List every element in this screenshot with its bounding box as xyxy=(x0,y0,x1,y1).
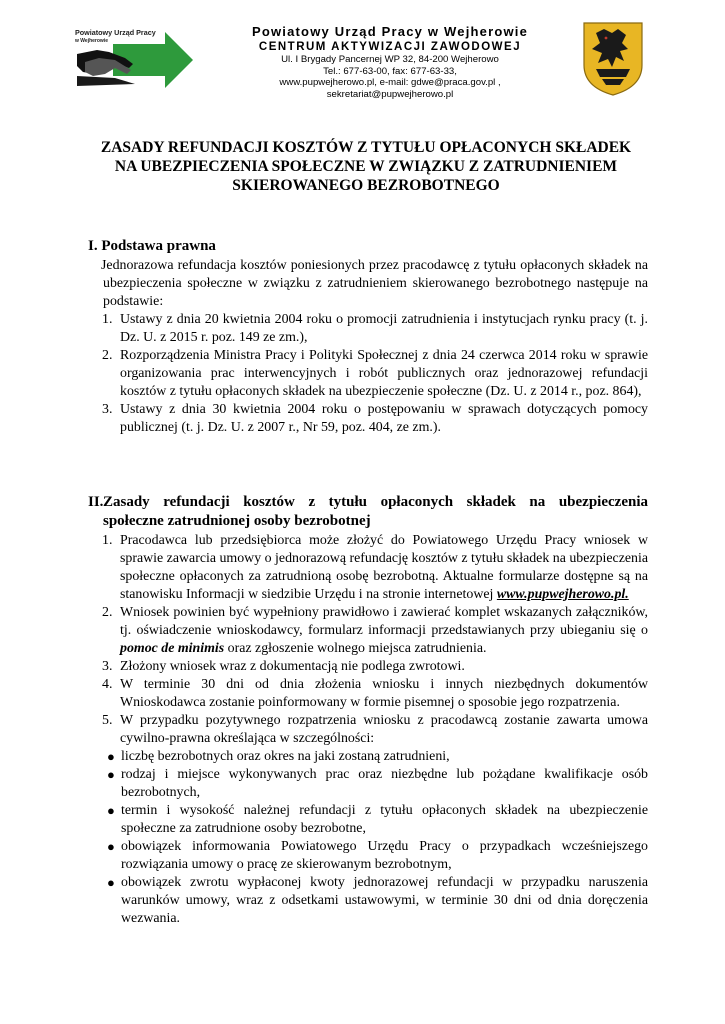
list-item-number: 1. xyxy=(102,533,113,548)
list-item-text: Rozporządzenia Ministra Pracy i Polityki Społecznej z dnia 24 czerwca 2014 roku w sprawie organizowania prac interwencyjnych i robót publicznych oraz jednorazowej refundacji kosztów z tytułu opłaconych składek na ubezpieczenie społeczne (Dz. U. z 2014 r., poz. 864), xyxy=(120,348,648,399)
bullet-icon: ● xyxy=(107,749,115,764)
bullet-item xyxy=(106,838,648,874)
title-line: ZASADY REFUNDACJI KOSZTÓW Z TYTUŁU OPŁACONYCH SKŁADEK xyxy=(100,139,632,156)
centre-name: CENTRUM AKTYWIZACJI ZAWODOWEJ xyxy=(258,41,522,53)
pup-logo xyxy=(75,26,197,88)
emphasis-text: pomoc de minimis xyxy=(120,641,225,656)
list-item xyxy=(102,401,648,437)
list-item-text: Ustawy z dnia 20 kwietnia 2004 roku o promocji zatrudnienia i instytucjach rynku pracy (t. j. Dz. U. z 2015 r. poz. 149 ze zm.), xyxy=(120,312,648,345)
office-phone: Tel.: 677-63-00, fax: 677-63-33, xyxy=(323,65,457,77)
list-item xyxy=(102,347,648,401)
bullet-text: termin i wysokość należnej refundacji z tytułu opłaconych składek na ubezpieczenie społeczne za zatrudnione osoby bezrobotne, xyxy=(121,803,648,836)
bullet-text: liczbę bezrobotnych oraz okres na jaki zostaną zatrudnieni, xyxy=(121,749,450,764)
list-item-text: Pracodawca lub przedsiębiorca może złożyć do Powiatowego Urzędu Pracy wniosek w sprawie zawarcia umowy o jednorazową refundację kosztów z tytułu składek na ubezpieczenia społeczne opłaconych za zatrudnioną osobę bezrobotną. Aktualne formularze dostępne są na stanowisku Informacji w siedzibie Urzędu i na stronie internetowej xyxy=(120,533,649,602)
bullet-text: obowiązek zwrotu wypłaconej kwoty jednorazowej refundacji w przypadku naruszenia warunków umowy, wraz z odsetkami ustawowymi, w terminie 30 dni od dnia doręczenia wezwania. xyxy=(121,875,648,926)
section-legal-basis xyxy=(88,237,648,437)
list-item-text: Wniosek powinien być wypełniony prawidłowo i zawierać komplet wskazanych załączników, tj. oświadczenie wnioskodawcy, formularz informacji przedstawianych przy ubieganiu się o xyxy=(120,605,648,638)
bullet-icon: ● xyxy=(107,767,115,782)
refund-rules-list xyxy=(102,532,648,928)
office-secretariat: sekretariat@pupwejherowo.pl xyxy=(326,88,454,100)
logo-text: Powiatowy Urząd Pracy xyxy=(75,28,156,37)
list-item-number: 2. xyxy=(102,605,113,620)
bullet-text: obowiązek informowania Powiatowego Urzędu Pracy o przypadkach wcześniejszego rozwiązania umowy o pracę ze skierowanym bezrobotnym, xyxy=(121,839,648,872)
list-item-number: 3. xyxy=(102,659,113,674)
list-item-text: Ustawy z dnia 30 kwietnia 2004 roku o postępowaniu w sprawach dotyczących pomocy publicznej (t. j. Dz. U. z 2007 r., Nr 59, poz. 404, ze zm.). xyxy=(120,402,648,435)
office-address: Ul. I Brygady Pancernej WP 32, 84-200 Wejherowo xyxy=(281,54,499,65)
bullet-icon: ● xyxy=(107,803,115,818)
list-item xyxy=(102,658,648,676)
legal-basis-list xyxy=(102,311,648,437)
title-line: NA UBEZPIECZENIA SPOŁECZNE W ZWIĄZKU Z ZATRUDNIENIEM xyxy=(114,158,618,175)
office-web-email: www.pupwejherowo.pl, e-mail: gdwe@praca.gov.pl , xyxy=(279,77,501,88)
bullet-icon: ● xyxy=(107,875,115,890)
list-item-text: oraz zgłoszenie wolnego miejsca zatrudnienia. xyxy=(224,641,487,656)
list-item xyxy=(102,676,648,712)
section-heading-line: społeczne zatrudnionej osoby bezrobotnej xyxy=(103,513,371,529)
contract-terms-list xyxy=(106,748,648,928)
list-item-text: Złożony wniosek wraz z dokumentacją nie podlega zwrotowi. xyxy=(120,659,465,674)
logo-subtext: w Wejherowie xyxy=(75,38,108,44)
list-item-number: 2. xyxy=(102,348,113,363)
bullet-item xyxy=(106,802,648,838)
list-item xyxy=(102,712,648,748)
website-link[interactable]: www.pupwejherowo.pl. xyxy=(496,587,629,602)
coat-of-arms-icon xyxy=(582,21,644,97)
list-item-number: 4. xyxy=(102,677,113,692)
document-title xyxy=(60,138,672,195)
office-header xyxy=(222,24,558,100)
list-item xyxy=(102,604,648,658)
list-item-text: W terminie 30 dni od dnia złożenia wniosku i innych niezbędnych dokumentów Wnioskodawca zostanie poinformowany w formie pisemnej o sposobie jego rozpatrzenia. xyxy=(120,677,648,710)
bullet-item xyxy=(106,766,648,802)
section-heading-number: II. xyxy=(88,494,104,510)
section-heading-line: Zasady refundacji kosztów z tytułu opłaconych składek na ubezpieczenia xyxy=(103,494,648,510)
list-item xyxy=(102,532,648,604)
section-heading xyxy=(88,493,648,531)
section-intro: Jednorazowa refundacja kosztów poniesionych przez pracodawcę z tytułu opłaconych składek na ubezpieczenia społeczne w związku z zatrudnieniem skierowanego bezrobotnego następuje na podstawie: xyxy=(101,258,648,309)
section-heading: I. Podstawa prawna xyxy=(88,238,216,254)
office-name: Powiatowy Urząd Pracy w Wejherowie xyxy=(251,24,529,39)
list-item-text: W przypadku pozytywnego rozpatrzenia wniosku z pracodawcą zostanie zawarta umowa cywilno-prawna określająca w szczególności: xyxy=(120,713,648,746)
title-line: SKIEROWANEGO BEZROBOTNEGO xyxy=(232,177,500,194)
bullet-text: rodzaj i miejsce wykonywanych prac oraz niezbędne lub pożądane kwalifikacje osób bezrobotnych, xyxy=(121,767,648,800)
section-refund-rules xyxy=(88,493,648,928)
bullet-item xyxy=(106,874,648,928)
list-item-number: 3. xyxy=(102,402,113,417)
list-item xyxy=(102,311,648,347)
list-item-number: 5. xyxy=(102,713,113,728)
bullet-icon: ● xyxy=(107,839,115,854)
list-item-number: 1. xyxy=(102,312,113,327)
bullet-item xyxy=(106,748,648,766)
